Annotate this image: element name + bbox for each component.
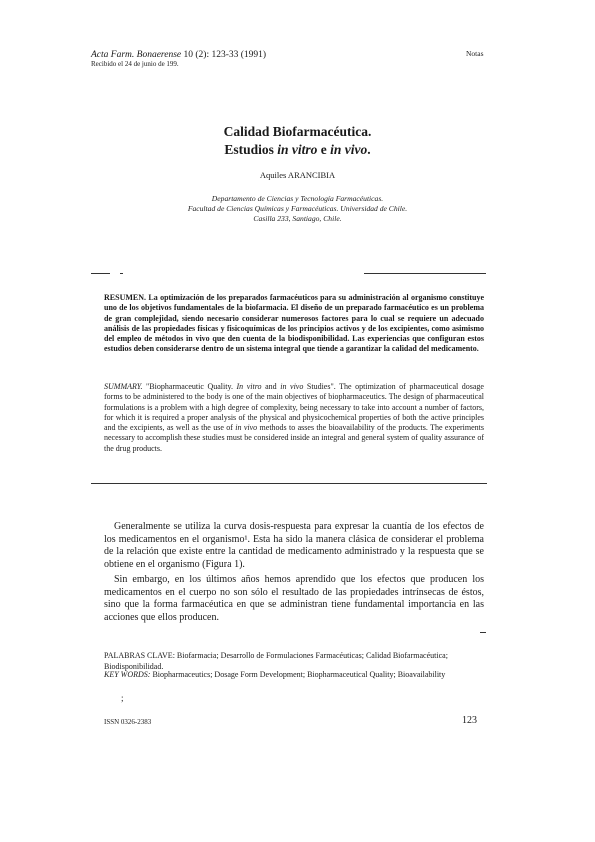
top-rule-mark bbox=[120, 273, 123, 274]
author-name: Aquiles ARANCIBIA bbox=[259, 170, 336, 180]
journal-citation bbox=[91, 50, 266, 60]
issn: ISSN 0326-2383 bbox=[104, 718, 152, 726]
divider-mark bbox=[480, 632, 486, 633]
page-number: 123 bbox=[462, 715, 477, 726]
resumen-paragraph: RESUMEN. La optimización de los preparados farmacéuticos para su administración al organismo constituye uno de los objetivos fundamentales de la biofarmacia. El diseño de un preparado farmacéutico es un problema de gran complejidad, siendo necesario considerar numerosos factores para lo cual se requiere un adecuado análisis de las propiedades físicas y fisicoquímicas de los principios activos y de los excipientes, como asimismo del empleo de métodos in vivo que den cuenta de la biodisponibilidad. Las experiencias que configuran estos estudios deben considerarse dentro de un sistema integral que tiende a garantizar la calidad del medicamento. bbox=[104, 293, 484, 354]
summary-paragraph: SUMMARY. "Biopharmaceutic Quality. In vitro and in vivo Studies". The optimization of pharmaceutical dosage forms to be administered to the body is one of the main objectives of biopharmaceutics. The design of pharmaceutical formulations is a problem with a high degree of complexity, being necessary to take into account a number of factors, for which it is required a proper analysis of the physical and physicochemical properties of both the active principles and the excipients, as well as the use of in vivo methods to asses the bioavailability of the products. The experiments necessary to accomplish these studies must be considered inside an integral and general system of quality assurance of the drug products. bbox=[104, 382, 484, 453]
footnote-mark: ; bbox=[121, 693, 124, 703]
received-date: Recibido el 24 de junio de 199. bbox=[91, 60, 179, 68]
top-rule-left bbox=[91, 273, 110, 274]
keywords-spanish: PALABRAS CLAVE: Biofarmacia; Desarrollo de Formulaciones Farmacéuticas; Calidad Biofarmacéutica; Biodisponibilidad. bbox=[104, 651, 448, 671]
affiliation-line: Departamento de Ciencias y Tecnología Farmacéuticas. bbox=[211, 194, 384, 203]
affiliation-line: Casilla 233, Santiago, Chile. bbox=[253, 214, 342, 223]
article-title-line1: Calidad Biofarmacéutica. bbox=[223, 124, 372, 139]
body-paragraph-1: Generalmente se utiliza la curva dosis-respuesta para expresar la cuantía de los efectos de los medicamentos en el organismo¹. Esta ha sido la manera clásica de considerar el problema de la relación que existe entre la cantidad de medicamento administrado y la respuesta que se obtiene en el organismo (Figura 1). bbox=[104, 521, 484, 570]
section-label: Notas bbox=[466, 49, 484, 58]
article-title-line2: Estudios in vitro e in vivo. bbox=[224, 142, 371, 157]
keywords-english: KEY WORDS: Biopharmaceutics; Dosage Form Development; Biopharmaceutical Quality; Bioavailability bbox=[104, 670, 446, 679]
journal-reference: 10 (2): 123-33 (1991) bbox=[183, 50, 267, 60]
bottom-rule bbox=[91, 483, 487, 484]
body-paragraph-2: Sin embargo, en los últimos años hemos aprendido que los efectos que producen los medicamentos en el cuerpo no son sólo el resultado de las propiedades intrínsecas de éstos, sino que la forma farmacéutica en que se administran tiene fundamental importancia en las acciones que ellos producen. bbox=[104, 574, 484, 623]
top-rule-right bbox=[364, 273, 486, 274]
journal-name: Acta Farm. Bonaerense bbox=[91, 50, 182, 60]
affiliation-line: Facultad de Ciencias Químicas y Farmacéuticas. Universidad de Chile. bbox=[187, 204, 408, 213]
